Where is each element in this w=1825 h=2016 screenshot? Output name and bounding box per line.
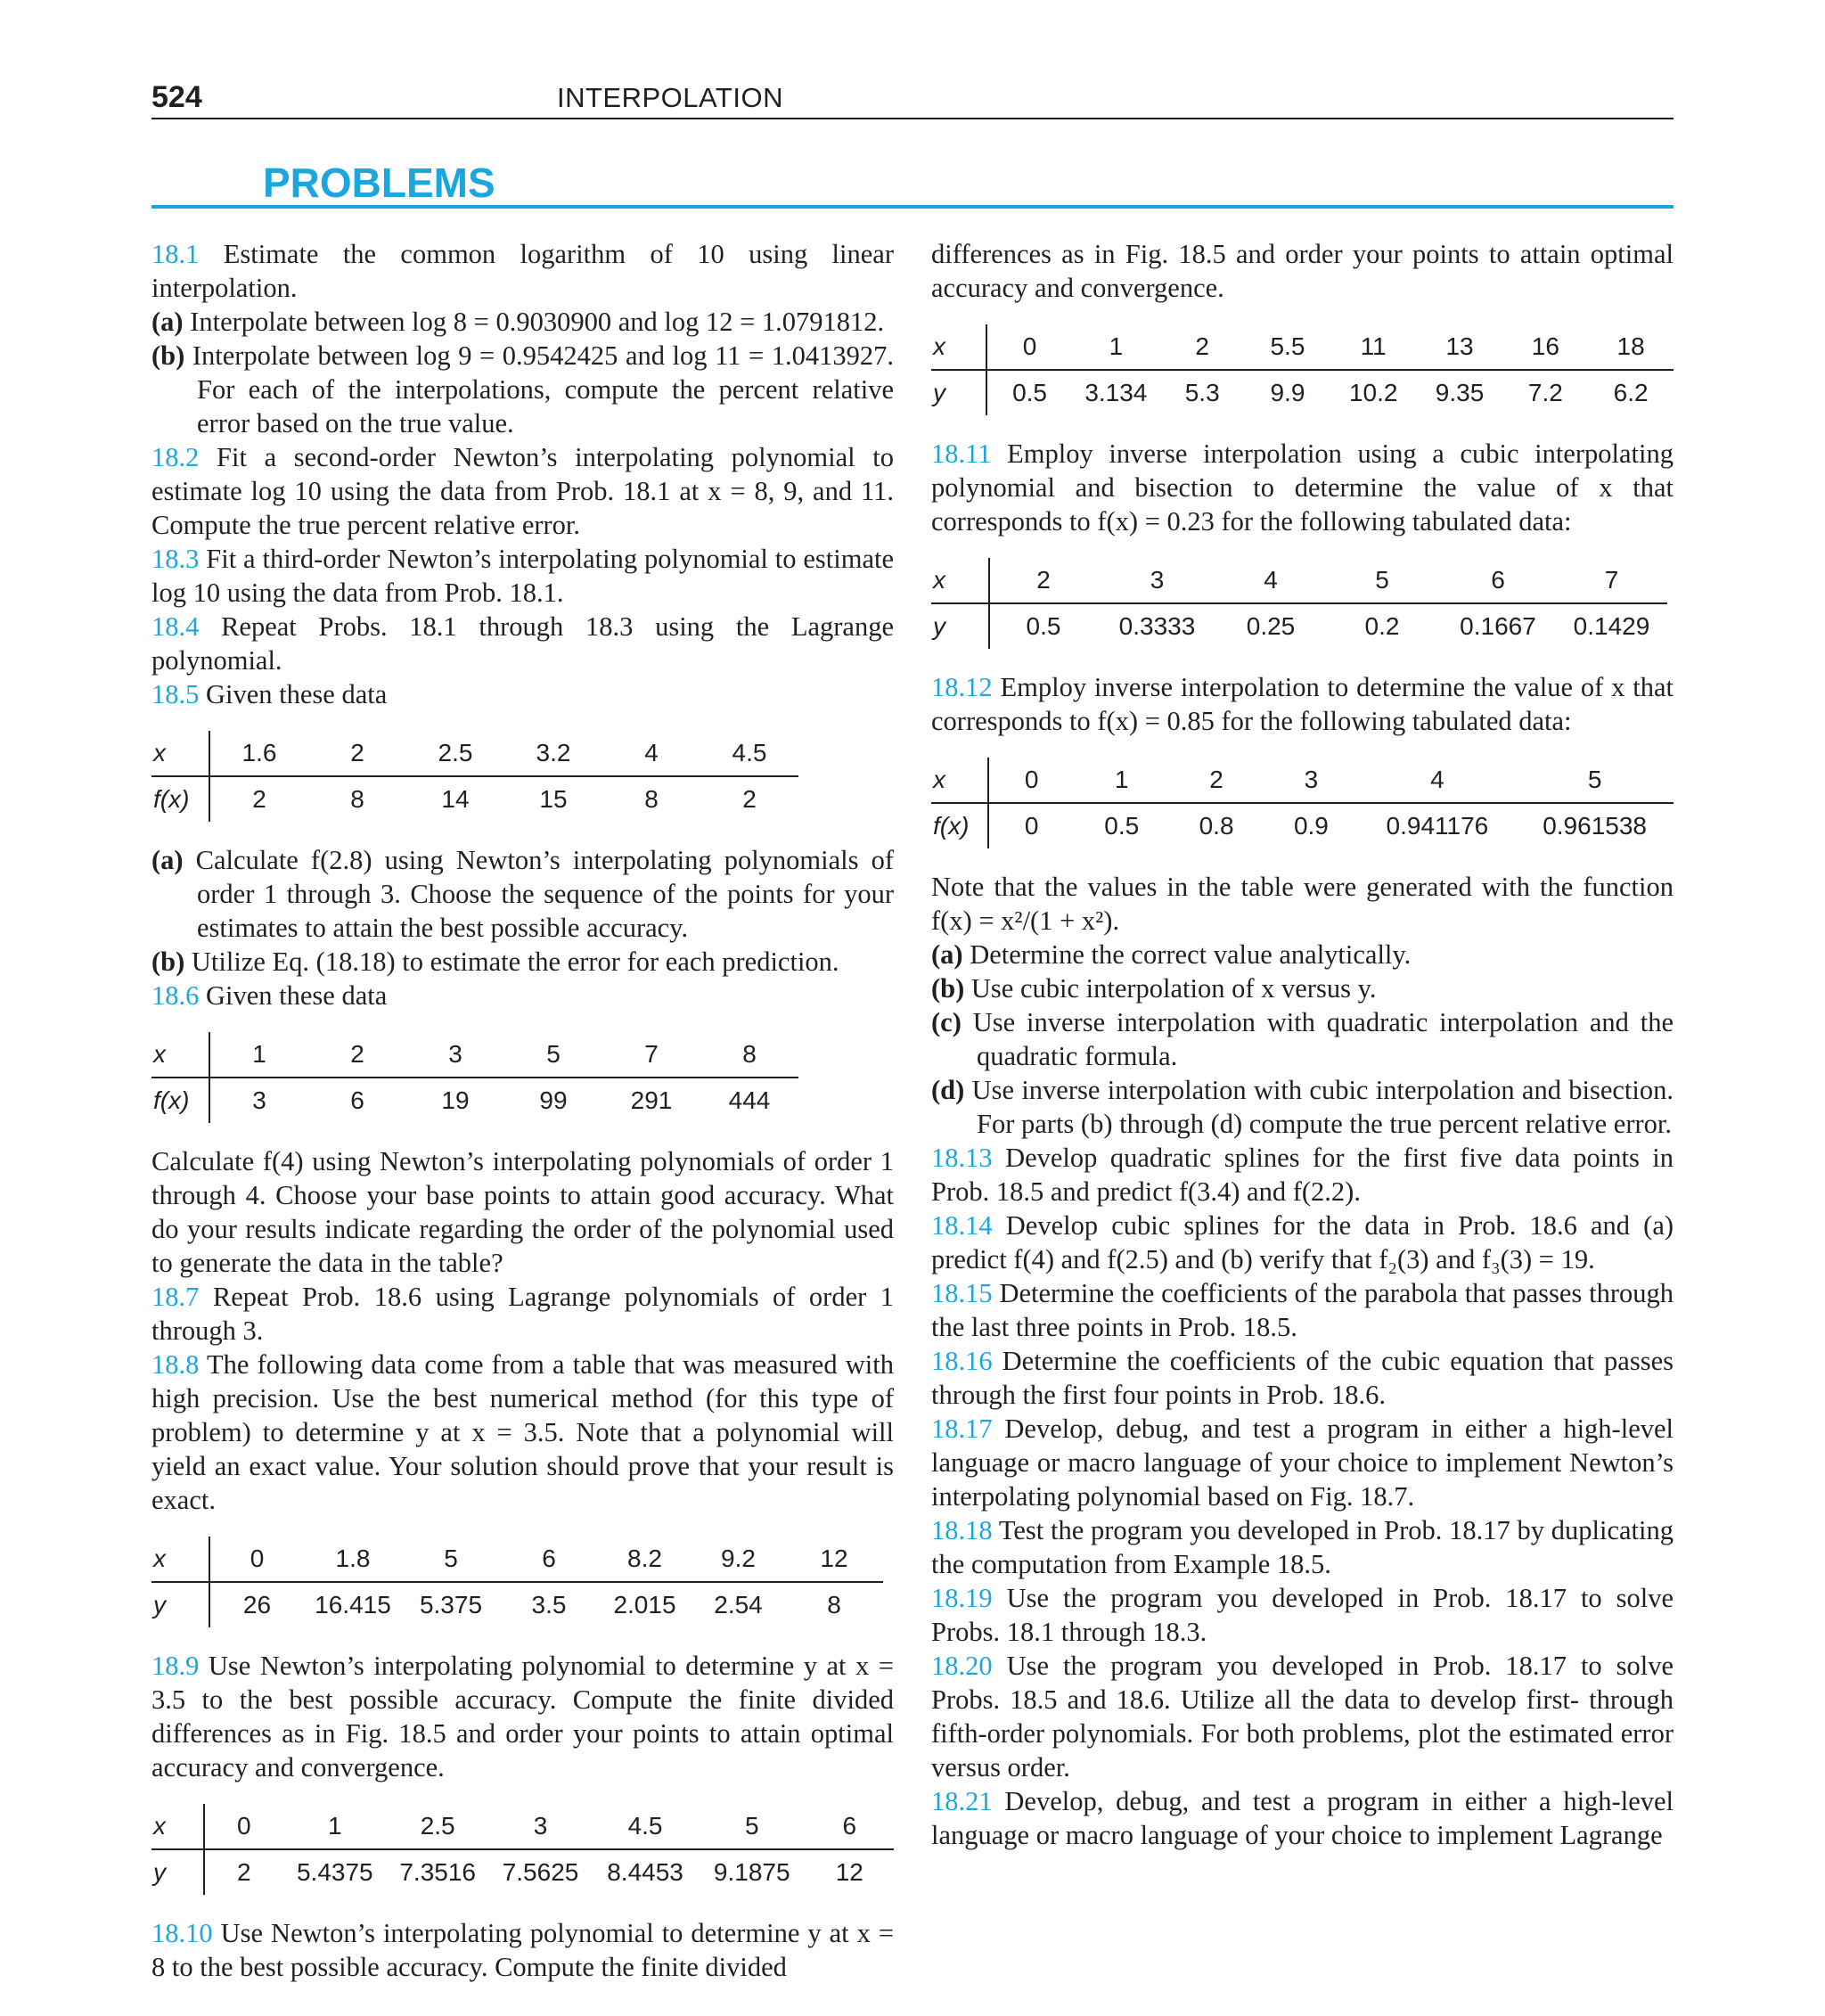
problem-18-20 (931, 1649, 1674, 1784)
table-cell: 9.1875 (713, 1858, 790, 1886)
table-row-label: x (931, 324, 986, 370)
problem-number: 18.10 (151, 1918, 213, 1948)
problem-text: Employ inverse interpolation to determine the value of x that corresponds to f(x) = 0.85 for the following tabulated data: (931, 672, 1674, 736)
table-cell: 2 (1159, 324, 1245, 370)
table-cell: 291 (630, 1086, 673, 1114)
problem-text: Develop cubic splines for the data in Prob. 18.6 and (a) predict f(4) and f(2.5) and (b) verify that f₂(3) and f₃(3) = 19. (931, 1210, 1674, 1274)
problem-text: The following data come from a table that was measured with high precision. Use the best numerical method (for this type of problem) to determine y at x = 3.5. Note that a polynomial will yield an exact value. Your solution should prove that your result is exact. (151, 1349, 894, 1515)
table-cell: 0.25 (1246, 612, 1296, 640)
problem-18-11 (931, 437, 1674, 649)
table-cell: 10.2 (1348, 379, 1398, 406)
table-cell: 6 (1440, 558, 1556, 603)
problem-18-6 (151, 979, 894, 1280)
page-number: 524 (151, 80, 202, 114)
problem-text: Test the program you developed in Prob. 18.17 by duplicating the computation from Example 18.5. (931, 1515, 1674, 1579)
table-cell: 4 (602, 731, 700, 776)
problem-18-1 (151, 237, 894, 440)
table-cell: 0 (204, 1804, 284, 1849)
data-table (151, 1032, 798, 1123)
right-column (931, 237, 1674, 1852)
table-row (931, 603, 1667, 649)
table-row (931, 324, 1674, 370)
data-table (931, 758, 1674, 848)
problem-number: 18.2 (151, 442, 200, 472)
table-cell: 18 (1588, 324, 1674, 370)
table-cell: 5.375 (419, 1591, 483, 1619)
part-text: Interpolate between log 8 = 0.9030900 and log 12 = 1.0791812. (190, 307, 885, 337)
table-cell: 0 (988, 758, 1075, 803)
table-row (931, 558, 1667, 603)
problem-18-19 (931, 1581, 1674, 1649)
section-rule (151, 205, 1674, 209)
table-cell: 0.941176 (1386, 812, 1489, 840)
table-cell: 6 (806, 1804, 894, 1849)
table-cell: 2.54 (714, 1591, 763, 1619)
problem-number: 18.9 (151, 1651, 200, 1681)
table-cell: 2 (237, 1858, 251, 1886)
table-cell: 7 (602, 1032, 700, 1078)
table-cell: 2 (989, 558, 1097, 603)
problem-number: 18.21 (931, 1786, 993, 1816)
table-cell: 2 (308, 1032, 406, 1078)
table-cell: 4.5 (700, 731, 798, 776)
table-row-label: x (931, 758, 988, 803)
table-row (931, 803, 1674, 848)
table-cell: 3 (252, 1086, 266, 1114)
problem-number: 18.8 (151, 1349, 200, 1380)
table-cell: 3 (489, 1804, 592, 1849)
problem-number: 18.13 (931, 1143, 993, 1173)
table-cell: 16.415 (315, 1591, 391, 1619)
table-cell: 7.5625 (502, 1858, 579, 1886)
problem-18-5 (151, 677, 894, 979)
part-text: Use inverse interpolation with quadratic interpolation and the quadratic formula. (972, 1007, 1674, 1071)
problem-text: Calculate f(4) using Newton’s interpolating polynomials of order 1 through 4. Choose your base points to attain good accuracy. What do your results indicate regarding the order of the polynomial used to generate the data in the table? (151, 1146, 894, 1278)
problem-18-9 (151, 1649, 894, 1895)
part-text: Calculate f(2.8) using Newton’s interpolating polynomials of order 1 through 3. Choose the sequence of the points for your estimates to attain the best possible accuracy. (195, 845, 895, 943)
table-cell: 12 (835, 1858, 863, 1886)
problem-text: Use Newton’s interpolating polynomial to determine y at x = 3.5 to the best possible accuracy. Compute the finite divided differences as in Fig. 18.5 and order your points to attain optimal accuracy and convergence. (151, 1651, 895, 1782)
table-row (151, 1078, 798, 1123)
problem-number: 18.5 (151, 679, 200, 709)
problem-18-2 (151, 440, 894, 542)
problem-18-16 (931, 1344, 1674, 1412)
problem-text: Develop quadratic splines for the first five data points in Prob. 18.5 and predict f(3.4) and f(2.2). (931, 1143, 1674, 1207)
table-cell: 0.8 (1199, 812, 1234, 840)
table-cell: 8.2 (598, 1537, 692, 1582)
table-row-label: x (151, 1032, 209, 1078)
table-cell: 3 (1097, 558, 1217, 603)
table-row-label: y (931, 603, 989, 649)
problem-text: Estimate the common logarithm of 10 using linear interpolation. (151, 239, 894, 303)
table-row-label: x (931, 558, 989, 603)
part-label: (a) (151, 307, 184, 337)
table-cell: 2 (742, 785, 757, 813)
table-cell: 5 (699, 1804, 806, 1849)
problem-text: Repeat Probs. 18.1 through 18.3 using the Lagrange polynomial. (151, 611, 894, 676)
table-cell: 0.961538 (1543, 812, 1647, 840)
table-cell: 1 (209, 1032, 308, 1078)
problem-18-4 (151, 610, 894, 677)
table-cell: 0 (1024, 812, 1039, 840)
table-cell: 8 (644, 785, 659, 813)
table-cell: 26 (242, 1591, 272, 1619)
table-cell: 2.5 (386, 1804, 488, 1849)
table-cell: 2.015 (613, 1591, 676, 1619)
table-cell: 9.35 (1435, 379, 1485, 406)
table-row-label: f(x) (151, 1078, 209, 1123)
table-cell: 9.2 (692, 1537, 785, 1582)
table-cell: 3 (1264, 758, 1358, 803)
table-cell: 6.2 (1613, 379, 1649, 406)
table-cell: 5.3 (1184, 379, 1220, 406)
table-row (151, 731, 798, 776)
table-row (151, 1537, 883, 1582)
table-cell: 1 (1075, 758, 1169, 803)
problem-text: Develop, debug, and test a program in either a high-level language or macro language of your choice to implement Lagrange (931, 1786, 1674, 1850)
table-cell: 5 (1516, 758, 1674, 803)
part-text: Utilize Eq. (18.18) to estimate the error for each prediction. (191, 947, 839, 977)
data-table (151, 1537, 883, 1627)
problem-18-18 (931, 1513, 1674, 1581)
table-cell: 8 (350, 785, 364, 813)
table-cell: 7.2 (1527, 379, 1563, 406)
table-row (931, 370, 1674, 415)
table-cell: 8 (827, 1591, 841, 1619)
problem-18-13 (931, 1141, 1674, 1209)
problem-number: 18.16 (931, 1346, 993, 1376)
table-row-label: x (151, 731, 209, 776)
table-cell: 15 (539, 785, 568, 813)
table-row (151, 1804, 894, 1849)
problem-18-21 (931, 1784, 1674, 1852)
data-table (931, 558, 1667, 649)
problem-number: 18.17 (931, 1414, 993, 1444)
table-cell: 8.4453 (607, 1858, 683, 1886)
table-cell: 13 (1417, 324, 1503, 370)
table-cell: 0.9 (1293, 812, 1329, 840)
problem-text: Employ inverse interpolation using a cubic interpolating polynomial and bisection to determine the value of x that corresponds to f(x) = 0.23 for the following tabulated data: (931, 438, 1674, 537)
problem-number: 18.12 (931, 672, 993, 702)
table-cell: 19 (441, 1086, 470, 1114)
part-label: (b) (151, 947, 185, 977)
problem-number: 18.3 (151, 544, 200, 574)
part-label: (b) (151, 340, 185, 371)
part-text: Use inverse interpolation with cubic interpolation and bisection. For parts (b) through (d) compute the true percent relative error. (971, 1075, 1674, 1139)
problem-18-10-continued (931, 237, 1674, 415)
table-row (151, 1849, 894, 1895)
problem-18-10 (151, 1916, 894, 1984)
table-cell: 7 (1556, 558, 1667, 603)
problem-number: 18.6 (151, 980, 200, 1011)
table-row-label: x (151, 1804, 204, 1849)
table-cell: 1 (283, 1804, 386, 1849)
problem-text: Note that the values in the table were generated with the function f(x) = x²/(1 + x²). (931, 872, 1674, 936)
problem-number: 18.7 (151, 1282, 200, 1312)
table-cell: 2 (308, 731, 406, 776)
table-cell: 3.134 (1084, 379, 1148, 406)
table-cell: 5.4375 (296, 1858, 373, 1886)
table-cell: 0.3333 (1118, 612, 1196, 640)
table-cell: 2 (252, 785, 266, 813)
problem-18-3 (151, 542, 894, 610)
table-cell: 4 (1217, 558, 1324, 603)
table-row-label: y (151, 1849, 204, 1895)
table-cell: 8 (700, 1032, 798, 1078)
table-cell: 1.8 (304, 1537, 402, 1582)
table-row (151, 1582, 883, 1627)
problem-18-17 (931, 1412, 1674, 1513)
problem-text: Fit a third-order Newton’s interpolating polynomial to estimate log 10 using the data from Prob. 18.1. (151, 544, 895, 608)
problem-text: Given these data (206, 980, 388, 1011)
problem-number: 18.18 (931, 1515, 993, 1545)
problem-text: Develop, debug, and test a program in either a high-level language or macro language of your choice to implement Newton’s interpolating polynomial based on Fig. 18.7. (931, 1414, 1674, 1512)
table-row-label: x (151, 1537, 209, 1582)
table-cell: 99 (539, 1086, 568, 1114)
problem-text: Given these data (206, 679, 388, 709)
data-table (151, 1804, 894, 1895)
table-cell: 0.1429 (1573, 612, 1650, 640)
problem-text: Use the program you developed in Prob. 18.17 to solve Probs. 18.1 through 18.3. (931, 1583, 1674, 1647)
problem-18-8 (151, 1348, 894, 1627)
problem-18-12 (931, 670, 1674, 1141)
section-title: PROBLEMS (263, 160, 495, 206)
table-cell: 0.2 (1364, 612, 1400, 640)
problem-18-15 (931, 1276, 1674, 1344)
table-cell: 6 (500, 1537, 598, 1582)
table-cell: 14 (441, 785, 470, 813)
table-cell: 5 (402, 1537, 500, 1582)
header-rule (151, 118, 1674, 119)
part-label: (b) (931, 973, 965, 1004)
table-cell: 7.3516 (399, 1858, 476, 1886)
problem-number: 18.4 (151, 611, 200, 642)
table-cell: 1 (1072, 324, 1159, 370)
part-label: (a) (151, 845, 184, 875)
part-text: Use cubic interpolation of x versus y. (970, 973, 1377, 1004)
problem-number: 18.11 (931, 438, 992, 469)
table-row-label: f(x) (151, 776, 209, 822)
table-cell: 12 (785, 1537, 883, 1582)
problem-text: Repeat Prob. 18.6 using Lagrange polynomials of order 1 through 3. (151, 1282, 895, 1346)
table-cell: 11 (1330, 324, 1417, 370)
problem-number: 18.20 (931, 1651, 993, 1681)
table-row (931, 758, 1674, 803)
problem-number: 18.1 (151, 239, 200, 269)
table-cell: 3.5 (531, 1591, 567, 1619)
data-table (931, 324, 1674, 415)
part-label: (a) (931, 939, 963, 970)
problem-text: Fit a second-order Newton’s interpolating polynomial to estimate log 10 using the data from Prob. 18.1 at x = 8, 9, and 11. Compute the true percent relative error. (151, 442, 894, 540)
problem-number: 18.15 (931, 1278, 993, 1308)
table-row-label: f(x) (931, 803, 988, 848)
left-column (151, 237, 894, 1984)
problem-18-14 (931, 1209, 1674, 1276)
table-cell: 2 (1169, 758, 1264, 803)
part-label: (d) (931, 1075, 965, 1105)
table-cell: 1.6 (209, 731, 308, 776)
table-cell: 3 (406, 1032, 504, 1078)
table-cell: 2.5 (406, 731, 504, 776)
problem-text: Use Newton’s interpolating polynomial to determine y at x = 8 to the best possible accuracy. Compute the finite divided (151, 1918, 895, 1982)
problem-18-7 (151, 1280, 894, 1348)
table-cell: 0.5 (1104, 812, 1140, 840)
problem-text: differences as in Fig. 18.5 and order your points to attain optimal accuracy and convergence. (931, 239, 1674, 303)
table-cell: 444 (728, 1086, 771, 1114)
part-text: Interpolate between log 9 = 0.9542425 and log 11 = 1.0413927. For each of the interpolations, compute the percent relative error based on the true value. (192, 340, 895, 438)
table-cell: 5 (504, 1032, 602, 1078)
table-cell: 5 (1324, 558, 1440, 603)
problem-text: Determine the coefficients of the cubic equation that passes through the first four points in Prob. 18.6. (931, 1346, 1674, 1410)
table-cell: 0.1667 (1460, 612, 1536, 640)
table-cell: 0 (986, 324, 1073, 370)
table-cell: 3.2 (504, 731, 602, 776)
table-cell: 6 (350, 1086, 364, 1114)
data-table (151, 731, 798, 822)
table-row-label: y (151, 1582, 209, 1627)
table-cell: 0.5 (1012, 379, 1047, 406)
problem-text: Determine the coefficients of the parabola that passes through the last three points in Prob. 18.5. (931, 1278, 1674, 1342)
problem-number: 18.19 (931, 1583, 993, 1613)
problem-number: 18.14 (931, 1210, 993, 1241)
table-cell: 4 (1359, 758, 1517, 803)
table-cell: 4.5 (592, 1804, 699, 1849)
table-cell: 5.5 (1245, 324, 1330, 370)
part-label: (c) (931, 1007, 962, 1037)
running-head: INTERPOLATION (557, 82, 783, 113)
table-cell: 16 (1502, 324, 1588, 370)
table-cell: 0 (209, 1537, 304, 1582)
table-row-label: y (931, 370, 986, 415)
table-row (151, 1032, 798, 1078)
problem-text: Use the program you developed in Prob. 18.17 to solve Probs. 18.5 and 18.6. Utilize all the data to develop first- through fifth-order polynomials. For both problems, plot the estimated error versus order. (931, 1651, 1674, 1782)
table-row (151, 776, 798, 822)
table-cell: 0.5 (1026, 612, 1061, 640)
part-text: Determine the correct value analytically. (970, 939, 1412, 970)
table-cell: 9.9 (1270, 379, 1305, 406)
